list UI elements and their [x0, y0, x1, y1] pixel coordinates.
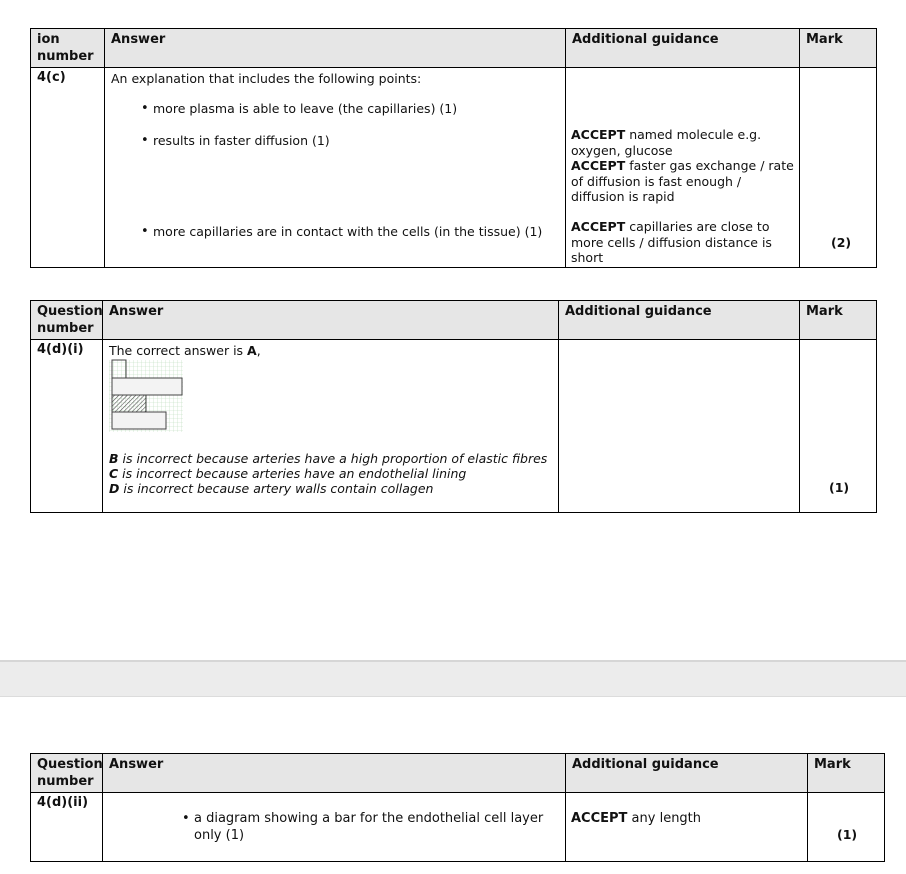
answer-cell — [103, 793, 566, 862]
mark-cell — [800, 340, 877, 513]
answer-point: • a diagram showing a bar for the endothelial cell layer only (1) — [194, 810, 554, 844]
header-additional-guidance: Additional guidance — [566, 754, 808, 793]
header-additional-guidance: Additional guidance — [566, 29, 800, 68]
question-number-cell: 4(d)(i) — [31, 340, 103, 513]
correct-answer-text: The correct answer is — [109, 343, 248, 358]
mark-cell — [800, 68, 877, 268]
question-number-cell: 4(d)(ii) — [31, 793, 103, 862]
guidance-cell — [566, 68, 800, 268]
header-question-number: Question number — [31, 301, 103, 340]
guidance-block — [571, 811, 701, 826]
guidance-text: named molecule e.g. oxygen, glucose — [571, 127, 762, 158]
reason-letter: B — [109, 451, 119, 466]
header-mark: Mark — [800, 29, 877, 68]
header-answer: Answer — [103, 301, 559, 340]
accept-keyword: ACCEPT — [571, 127, 626, 142]
correct-answer-suffix: , — [256, 343, 261, 358]
reason-b — [109, 451, 547, 466]
answer-point-2: • results in faster diffusion (1) — [153, 133, 330, 148]
reason-letter: C — [109, 466, 119, 481]
question-number-cell: 4(c) — [31, 68, 105, 268]
guidance-cell — [566, 793, 808, 862]
answer-intro: An explanation that includes the following points: — [111, 71, 422, 86]
page-break-band — [0, 660, 906, 697]
header-question-number: Question number — [31, 754, 103, 793]
guidance-block-2 — [571, 219, 797, 266]
accept-keyword: ACCEPT — [571, 219, 626, 234]
header-question-number: ion number — [31, 29, 105, 68]
guidance-text: any length — [627, 811, 702, 826]
distractor-reasons — [109, 451, 547, 496]
answer-point-1: • more plasma is able to leave (the capillaries) (1) — [153, 101, 457, 116]
mark-scheme-table-4c — [30, 28, 877, 268]
mark-value: (1) — [837, 827, 858, 842]
reason-letter: D — [109, 481, 120, 496]
answer-cell — [105, 68, 566, 268]
header-mark: Mark — [800, 301, 877, 340]
correct-answer-line — [109, 343, 261, 358]
answer-cell — [103, 340, 559, 513]
mark-scheme-table-4dii — [30, 753, 885, 862]
guidance-text: faster gas exchange / rate of diffusion is fast enough / diffusion is rapid — [571, 158, 794, 204]
mark-cell — [808, 793, 885, 862]
reason-text: is incorrect because arteries have a high proportion of elastic fibres — [118, 451, 548, 466]
correct-answer-letter: A — [247, 343, 257, 358]
reason-c — [109, 466, 547, 481]
mark-value: (1) — [829, 480, 850, 495]
guidance-text: capillaries are close to more cells / diffusion distance is short — [571, 219, 772, 265]
guidance-cell — [559, 340, 800, 513]
guidance-block-1 — [571, 127, 797, 205]
header-mark: Mark — [808, 754, 885, 793]
reason-text: is incorrect because arteries have an endothelial lining — [118, 466, 467, 481]
reason-d — [109, 481, 547, 496]
accept-keyword: ACCEPT — [571, 158, 626, 173]
accept-keyword: ACCEPT — [571, 811, 628, 826]
header-answer: Answer — [103, 754, 566, 793]
header-answer: Answer — [105, 29, 566, 68]
mark-value: (2) — [831, 235, 852, 250]
answer-diagram-image — [109, 358, 185, 434]
header-additional-guidance: Additional guidance — [559, 301, 800, 340]
mark-scheme-table-4di — [30, 300, 877, 513]
answer-point-3: • more capillaries are in contact with the cells (in the tissue) (1) — [153, 224, 542, 239]
reason-text: is incorrect because artery walls contain collagen — [119, 481, 434, 496]
